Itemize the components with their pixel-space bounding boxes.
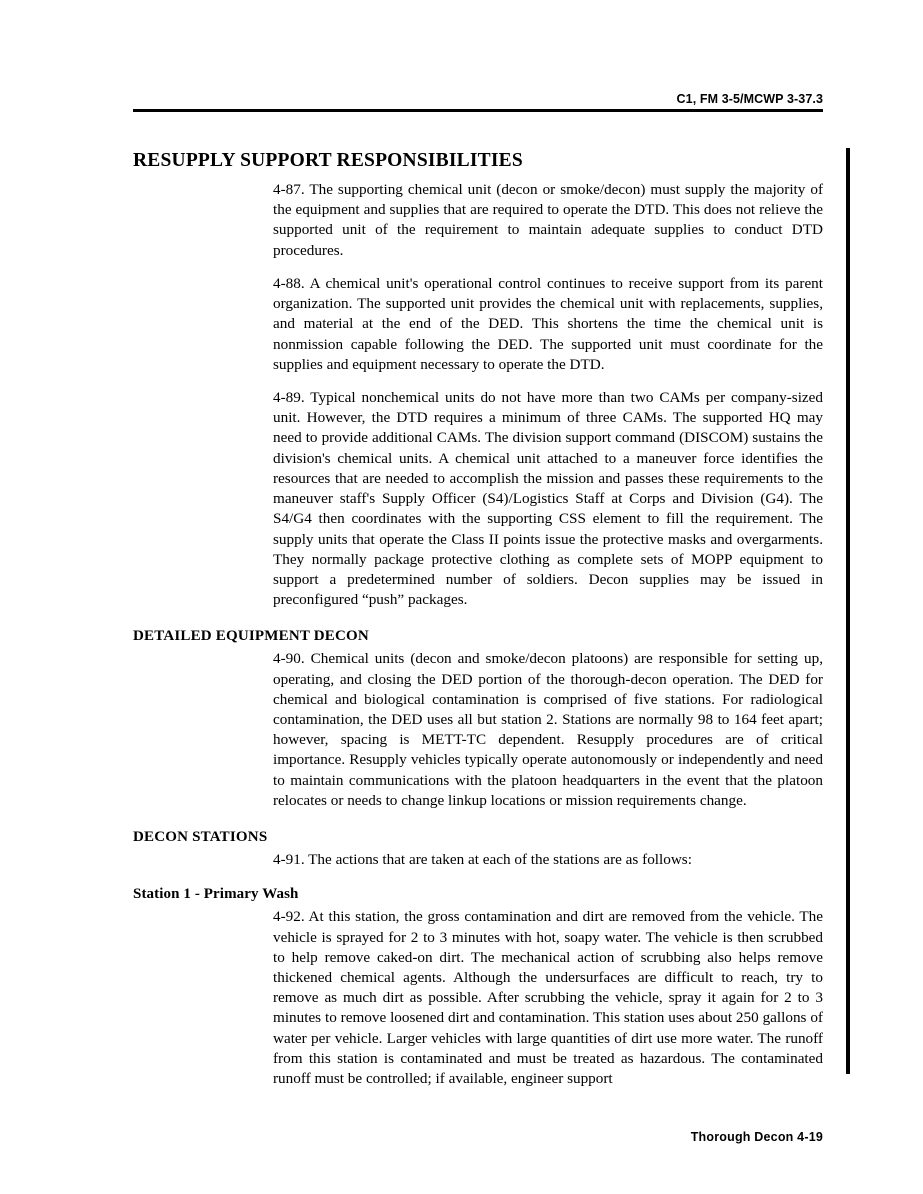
heading-decon-stations: DECON STATIONS bbox=[133, 829, 268, 846]
paragraph-4-87: 4-87. The supporting chemical unit (decon or smoke/decon) must supply the majority of the equipment and supplies that are required to operate the DTD. This does not relieve the supported unit of the requirement to maintain adequate supplies to conduct DTD procedures. bbox=[273, 181, 823, 259]
paragraph-4-88: 4-88. A chemical unit's operational control continues to receive support from its parent organization. The supported unit provides the chemical unit with replacements, supplies, and material at the end of the DED. This shortens the time the chemical unit is nonmission capable following the DED. The supported unit must coordinate for the supplies and equipment necessary to operate the DTD. bbox=[273, 274, 823, 373]
paragraph-4-92: 4-92. At this station, the gross contamination and dirt are removed from the vehicle. The vehicle is sprayed for 2 to 3 minutes with hot, soapy water. The vehicle is then scrubbed to help remove caked-on dirt. The mechanical action of scrubbing also helps remove thickened chemical agents. Although the undersurfaces are difficult to reach, try to remove as much dirt as possible. After scrubbing the vehicle, spray it again for 2 to 3 minutes to remove loosened dirt and contamination. This station uses about 250 gallons of water per vehicle. Larger vehicles with large quantities of dirt use more water. The runoff from this station is contaminated and must be treated as hazardous. The contaminated runoff must be controlled; if available, engineer support bbox=[273, 908, 823, 1088]
page-footer bbox=[133, 1130, 823, 1144]
paragraph-4-91: 4-91. The actions that are taken at each of the stations are as follows: bbox=[273, 851, 692, 869]
heading-station-1-primary-wash: Station 1 - Primary Wash bbox=[133, 886, 299, 903]
page-header bbox=[133, 92, 823, 112]
running-head: C1, FM 3-5/MCWP 3-37.3 bbox=[676, 92, 823, 106]
running-foot: Thorough Decon 4-19 bbox=[690, 1130, 823, 1144]
heading-detailed-equipment-decon: DETAILED EQUIPMENT DECON bbox=[133, 628, 369, 645]
heading-resupply-support-responsibilities: RESUPPLY SUPPORT RESPONSIBILITIES bbox=[133, 150, 523, 171]
paragraph-4-90: 4-90. Chemical units (decon and smoke/decon platoons) are responsible for setting up, operating, and closing the DED portion of the thorough-decon operation. The DED for chemical and biological contamination is comprised of five stations. For radiological contamination, the DED uses all but station 2. Stations are normally 98 to 164 feet apart; however, spacing is METT-TC dependent. Resupply procedures are of critical importance. Resupply vehicles typically operate autonomously or independently and need to maintain communications with the platoon headquarters in the event that the platoon relocates or needs to change linkup locations or mission requirements change. bbox=[273, 650, 823, 809]
header-divider bbox=[133, 109, 823, 112]
page-body bbox=[133, 150, 823, 1089]
change-bar bbox=[846, 148, 850, 1074]
paragraph-4-89: 4-89. Typical nonchemical units do not have more than two CAMs per company-sized unit. However, the DTD requires a minimum of three CAMs. The supported HQ may need to provide additional CAMs. The division support command (DISCOM) sustains the division's chemical units. A chemical unit attached to a maneuver force identifies the resources that are needed to accomplish the mission and passes these requirements to the maneuver staff's Supply Officer (S4)/Logistics Staff at Corps and Division (G4). The S4/G4 then coordinates with the supporting CSS element to fill the requirement. The supply units that operate the Class II points issue the protective masks and overgarments. They normally package protective clothing as complete sets of MOPP equipment to support a predetermined number of soldiers. Decon supplies may be issued in preconfigured “push” packages. bbox=[273, 388, 823, 609]
